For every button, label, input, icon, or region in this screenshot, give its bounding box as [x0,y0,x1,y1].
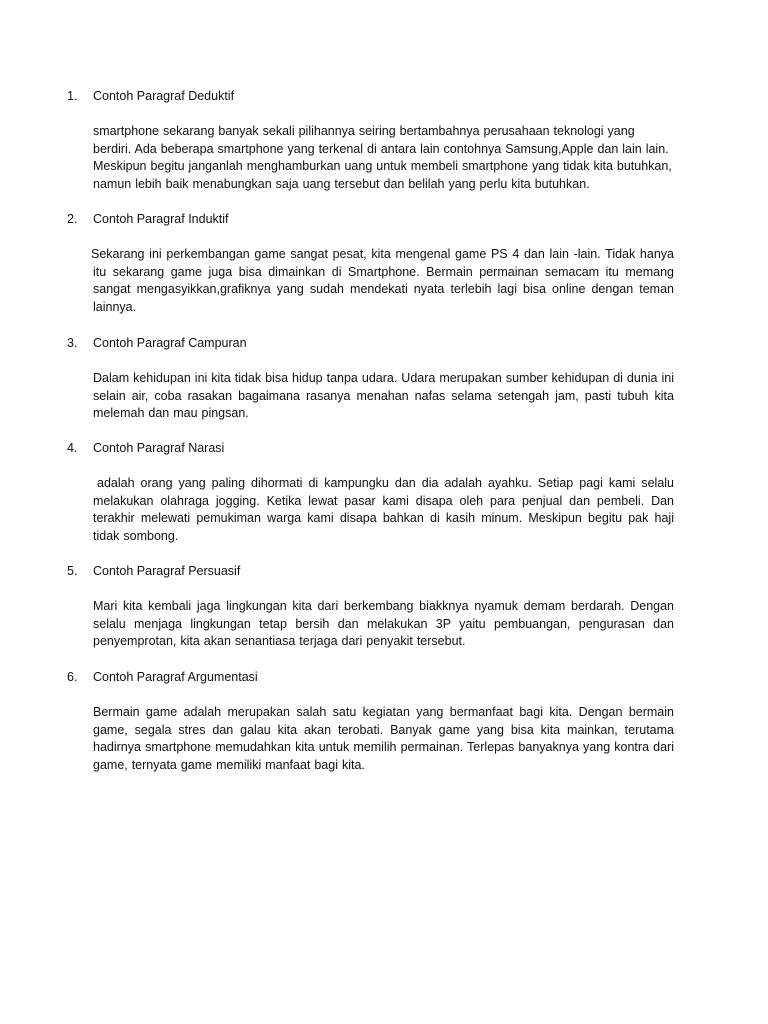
section-title: Contoh Paragraf Campuran [93,336,247,350]
section-heading [67,211,674,228]
section-paragraph: Dalam kehidupan ini kita tidak bisa hidup tanpa udara. Udara merupakan sumber kehidupan di dunia ini selain air, coba rasakan bagaimana rasanya menahan nafas selama setengah jam, pasti tubuh kita melemah dan mau pingsan. [93,371,674,421]
section-persuasif [67,563,674,651]
section-paragraph: adalah orang yang paling dihormati di kampungku dan dia adalah ayahku. Setiap pagi kami selalu melakukan olahraga jogging. Ketika lewat pasar kami disapa oleh para penjual dan pembeli. Dan terakhir melewati pemukiman warga kami disapa bahkan di kasih minum. Meskipun begitu pak haji tidak sombong. [93,476,674,543]
section-title: Contoh Paragraf Argumentasi [93,670,258,684]
section-number: 2. [67,212,78,226]
section-heading [67,563,674,580]
section-title: Contoh Paragraf Narasi [93,441,225,455]
section-induktif [67,211,674,316]
section-paragraph: smartphone sekarang banyak sekali pilihannya seiring bertambahnya perusahaan teknologi yang berdiri. Ada beberapa smartphone yang terkenal di antara lain contohnya Samsung,Apple dan lain lain. Meskipun begitu janganlah menghamburkan uang untuk membeli smartphone yang tidak kita butuhkan, namun lebih baik menabungkan saja uang tersebut dan belilah yang perlu kita butuhkan. [93,124,672,191]
section-paragraph: Mari kita kembali jaga lingkungan kita dari berkembang biakknya nyamuk demam berdarah. Dengan selalu menjaga lingkungan tetap bersih dan melakukan 3P yaitu pembuangan, pengurasan dan penyemprotan, kita akan senantiasa terjaga dari penyakit tersebut. [93,599,674,649]
section-number: 6. [67,670,78,684]
section-paragraph: Bermain game adalah merupakan salah satu kegiatan yang bermanfaat bagi kita. Dengan bermain game, segala stres dan galau kita akan terobati. Banyak game yang bisa kita mainkan, terutama hadirnya smartphone memudahkan kita untuk memilih permainan. Terlepas banyaknya yang kontra dari game, ternyata game memiliki manfaat bagi kita. [93,705,674,772]
section-heading [67,440,674,457]
section-title: Contoh Paragraf Persuasif [93,564,241,578]
section-campuran [67,335,674,423]
section-title: Contoh Paragraf Induktif [93,212,229,226]
section-heading [67,669,674,686]
section-number: 4. [67,441,78,455]
section-title: Contoh Paragraf Deduktif [93,89,235,103]
section-heading [67,88,674,105]
section-number: 5. [67,564,78,578]
section-paragraph: Sekarang ini perkembangan game sangat pesat, kita mengenal game PS 4 dan lain -lain. Tidak hanya itu sekarang game juga bisa dimainkan di Smartphone. Bermain permainan semacam itu memang sangat mengasyikkan,grafiknya yang sudah mendekati nyata terlebih lagi bisa online dengan teman lainnya. [91,247,674,314]
section-number: 1. [67,89,78,103]
section-narasi [67,440,674,545]
section-deduktif [67,88,674,193]
section-number: 3. [67,336,78,350]
section-argumentasi [67,669,674,774]
section-heading [67,335,674,352]
